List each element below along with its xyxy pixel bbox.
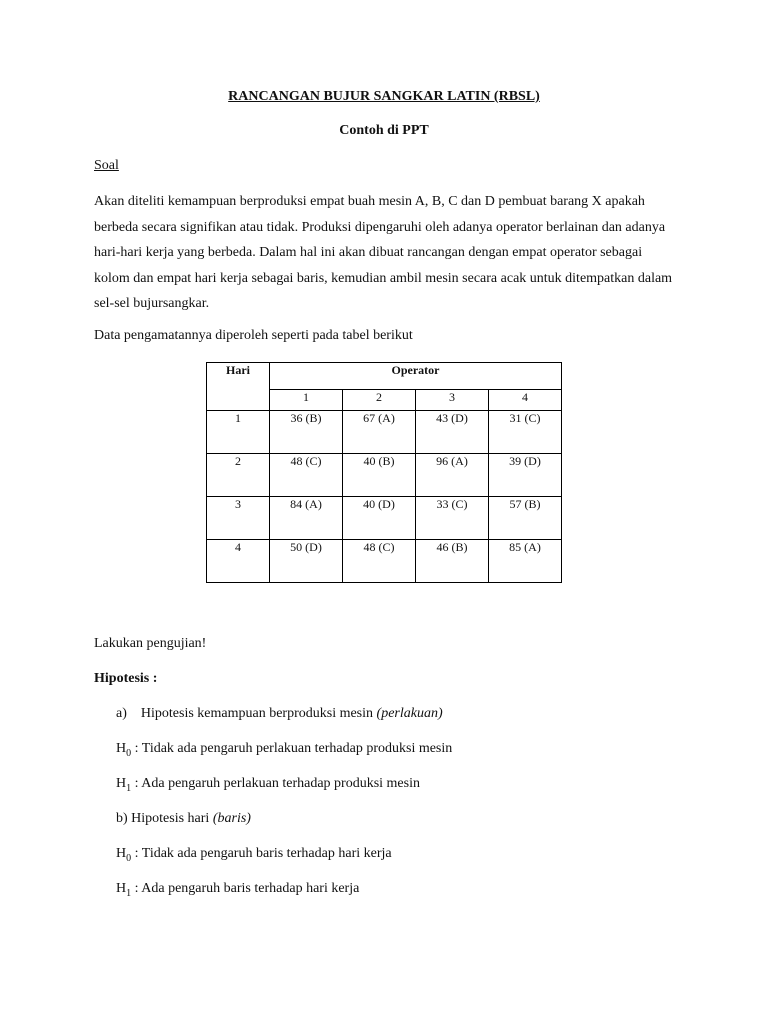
data-intro: Data pengamatannya diperoleh seperti pada tabel berikut: [94, 328, 413, 343]
hypothesis-b-h0: [116, 846, 392, 864]
h1-text: : Ada pengaruh baris terhadap hari kerja: [131, 881, 360, 896]
table-row: [207, 411, 562, 454]
operator-col: 3: [416, 390, 489, 411]
table-row: [207, 540, 562, 583]
h-subscript: 1: [126, 782, 132, 794]
h-symbol: H: [116, 881, 127, 896]
table-cell: 43 (D): [416, 411, 489, 454]
operator-col: 1: [270, 390, 343, 411]
table-cell: 57 (B): [489, 497, 562, 540]
operator-header: Operator: [270, 363, 562, 390]
table-cell: 40 (B): [343, 454, 416, 497]
hypothesis-a-h0: [116, 741, 452, 759]
table-cell: 48 (C): [343, 540, 416, 583]
document-subtitle: Contoh di PPT: [339, 123, 429, 138]
table-cell: 40 (D): [343, 497, 416, 540]
problem-paragraph: Akan diteliti kemampuan berproduksi empat buah mesin A, B, C dan D pembuat barang X apakah berbeda secara signifikan atau tidak. Produksi dipengaruhi oleh adanya operator berlainan dan adanya hari-hari kerja yang berbeda. Dalam hal ini akan dibuat rancangan dengan empat operator sebagai kolom dan empat hari kerja sebagai baris, kemudian ambil mesin secara acak untuk ditempatkan dalam sel-sel bujursangkar.: [94, 194, 673, 311]
hari-header: Hari: [207, 363, 270, 411]
observation-table: [206, 362, 562, 583]
table-cell: 50 (D): [270, 540, 343, 583]
h0-text: : Tidak ada pengaruh perlakuan terhadap produksi mesin: [131, 741, 453, 756]
table-cell: 48 (C): [270, 454, 343, 497]
table-cell: 39 (D): [489, 454, 562, 497]
hypothesis-a-h1: [116, 776, 420, 794]
h-subscript: 1: [126, 887, 132, 899]
table-cell: 33 (C): [416, 497, 489, 540]
table-cell: 84 (A): [270, 497, 343, 540]
h-subscript: 0: [126, 747, 132, 759]
hari-cell: 3: [207, 497, 270, 540]
h0-text: : Tidak ada pengaruh baris terhadap hari kerja: [131, 846, 392, 861]
h-symbol: H: [116, 776, 127, 791]
table-cell: 36 (B): [270, 411, 343, 454]
document-title: RANCANGAN BUJUR SANGKAR LATIN (RBSL): [228, 89, 540, 104]
h-symbol: H: [116, 741, 127, 756]
table-row: [207, 497, 562, 540]
hypothesis-b-italic: (baris): [212, 811, 251, 826]
table-cell: 85 (A): [489, 540, 562, 583]
table-cell: 31 (C): [489, 411, 562, 454]
hypothesis-b-text: b) Hipotesis hari: [116, 811, 213, 826]
hari-cell: 2: [207, 454, 270, 497]
h1-text: : Ada pengaruh perlakuan terhadap produksi mesin: [131, 776, 420, 791]
table-header-row: [207, 363, 562, 390]
instruction-text: Lakukan pengujian!: [94, 636, 207, 651]
table-cell: 96 (A): [416, 454, 489, 497]
hypothesis-b-h1: [116, 881, 359, 899]
hypothesis-a-text: Hipotesis kemampuan berproduksi mesin: [140, 706, 377, 721]
hypothesis-a-italic: (perlakuan): [376, 706, 443, 721]
table-row: [207, 454, 562, 497]
soal-heading: Soal: [94, 158, 119, 173]
hypothesis-b: [116, 811, 251, 827]
hari-cell: 1: [207, 411, 270, 454]
hipotesis-heading: Hipotesis :: [94, 671, 158, 686]
operator-col: 4: [489, 390, 562, 411]
operator-col: 2: [343, 390, 416, 411]
list-marker: a): [116, 706, 127, 721]
h-subscript: 0: [126, 852, 132, 864]
table-cell: 67 (A): [343, 411, 416, 454]
table-cell: 46 (B): [416, 540, 489, 583]
hypothesis-a: [116, 706, 443, 722]
hari-cell: 4: [207, 540, 270, 583]
h-symbol: H: [116, 846, 127, 861]
